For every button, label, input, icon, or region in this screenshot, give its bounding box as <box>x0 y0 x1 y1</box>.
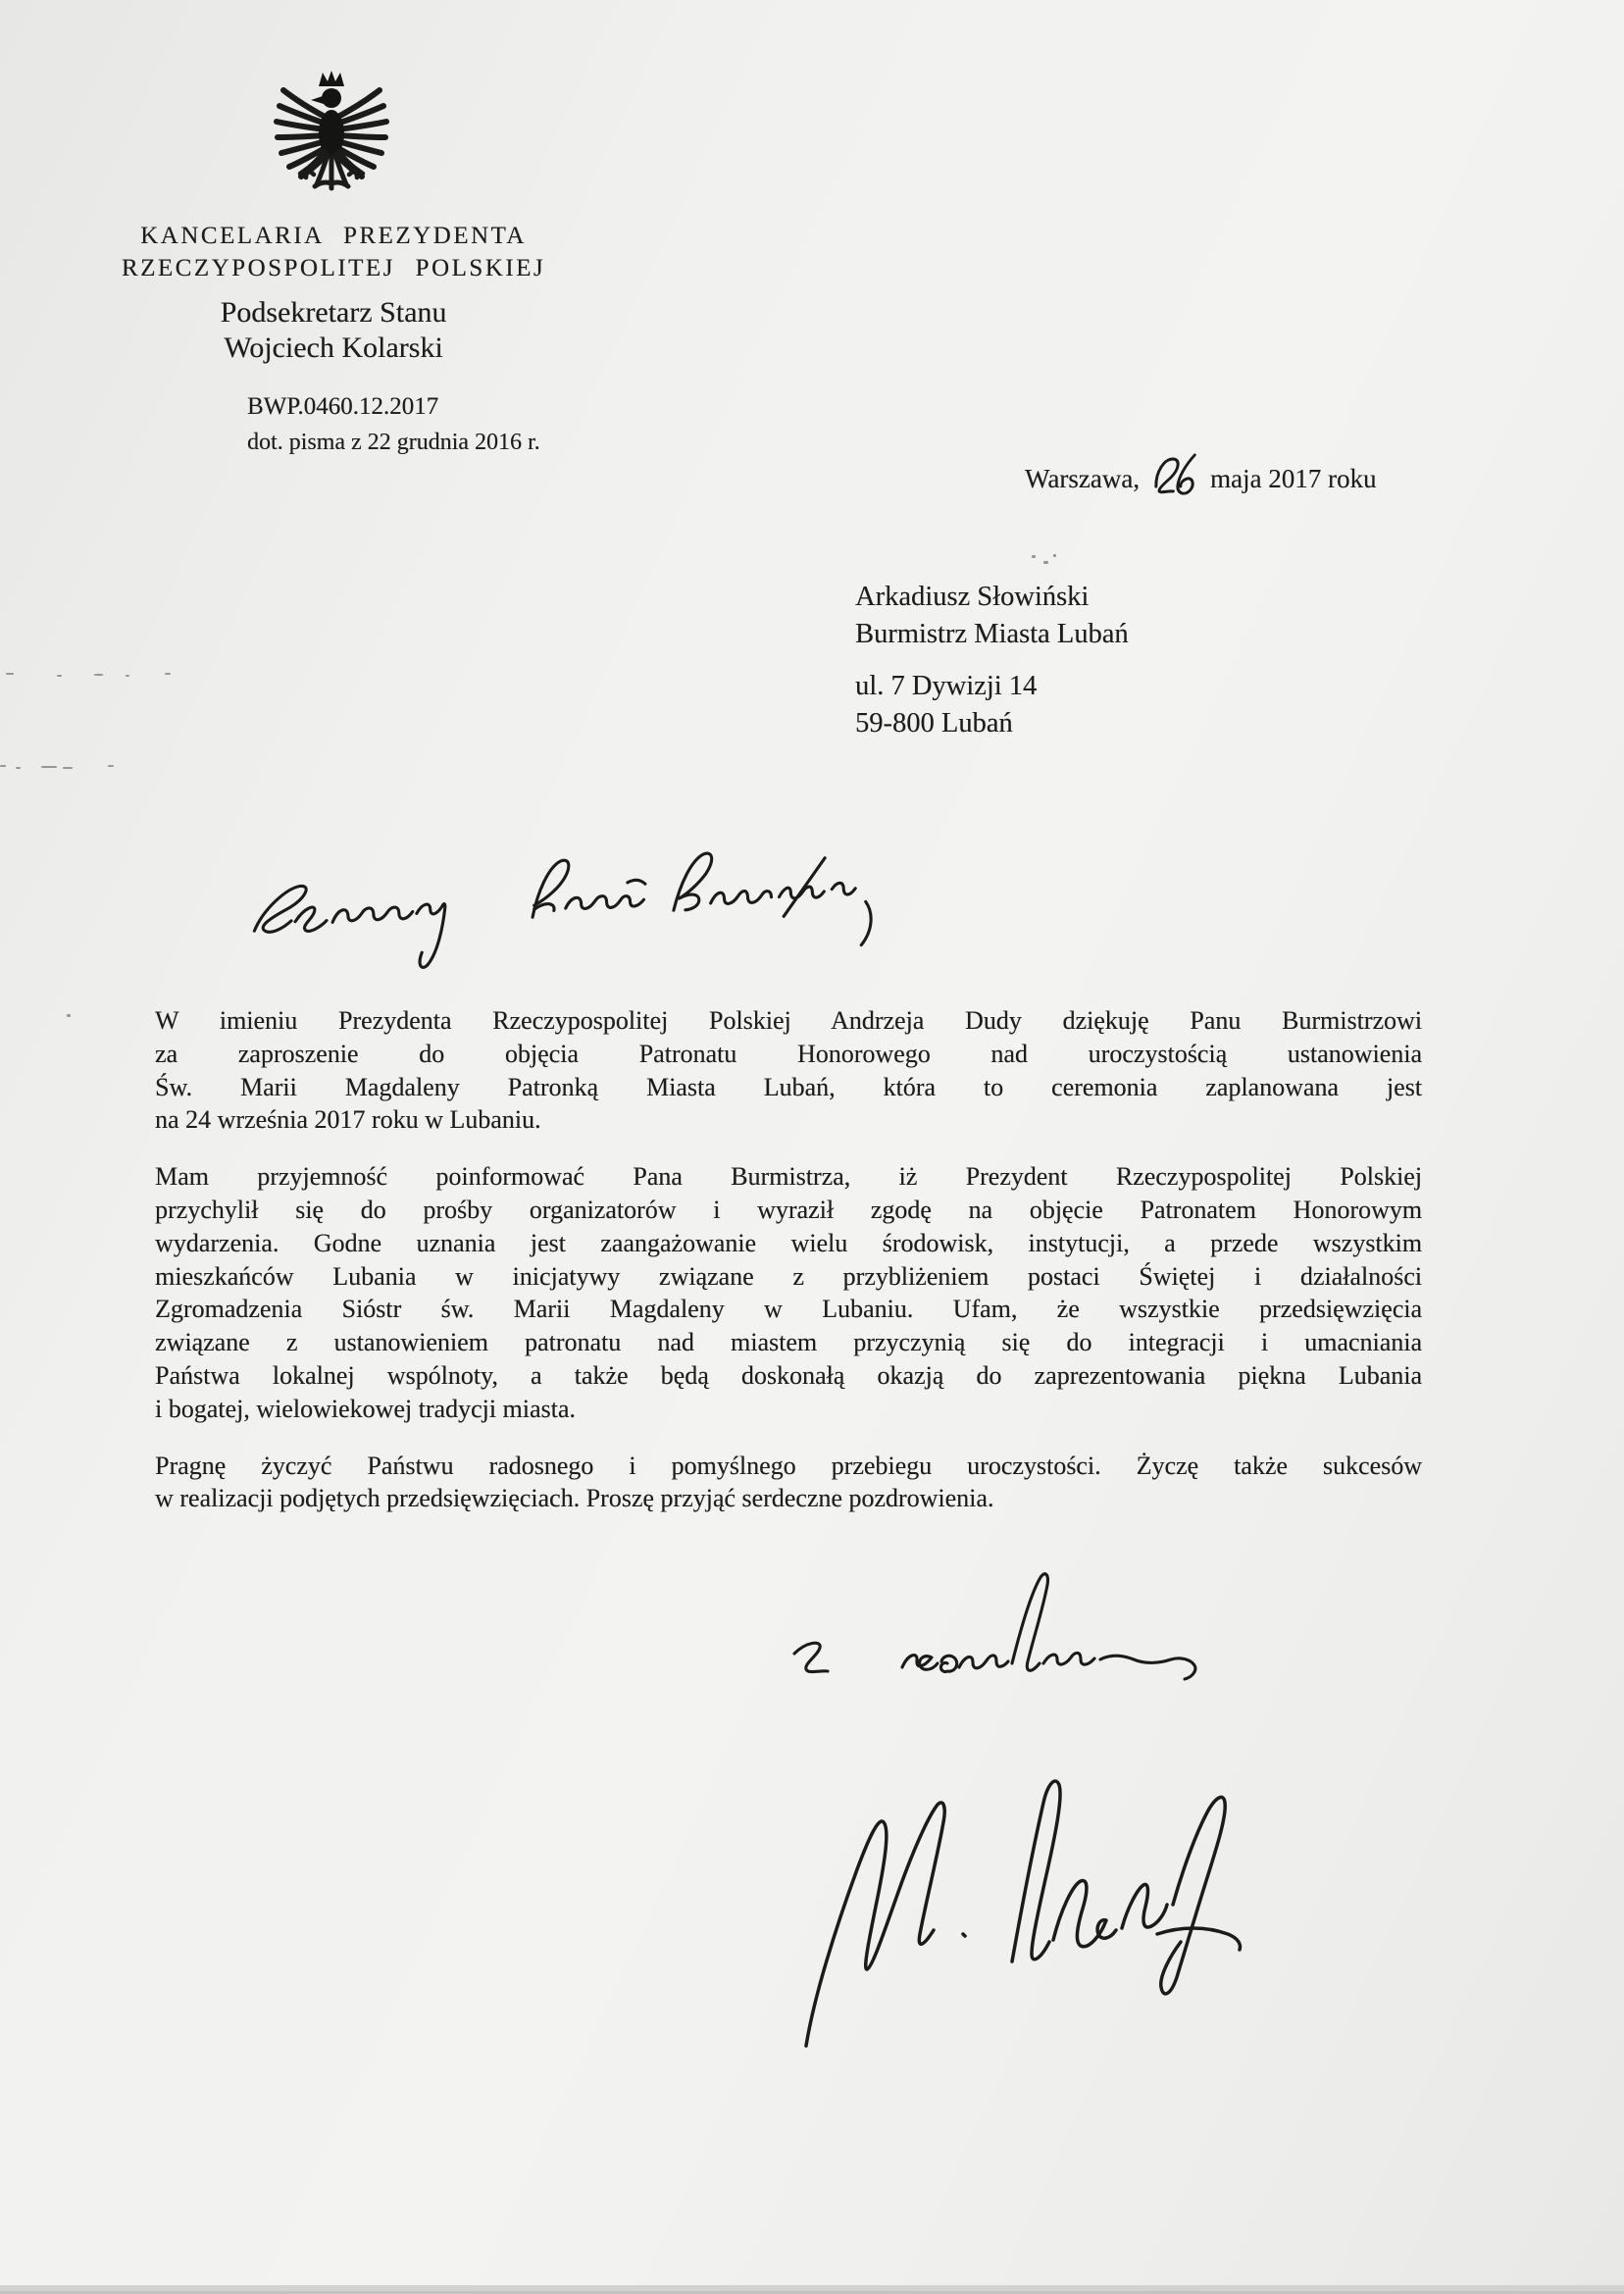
paragraph-line: mieszkańców Lubania w inicjatywy związane z przybliżeniem postaci Świętej i działalności <box>155 1261 1422 1291</box>
recipient-spacer <box>855 653 1129 668</box>
dateline <box>1025 451 1376 494</box>
handwritten-salutation <box>238 838 897 993</box>
recipient-block <box>855 579 1129 742</box>
scan-speck <box>6 673 14 675</box>
official-name: Wojciech Kolarski <box>224 331 443 364</box>
paragraph-line: i bogatej, wielowiekowej tradycji miasta. <box>155 1394 576 1423</box>
official-title: Podsekretarz Stanu <box>220 296 447 329</box>
scan-speck <box>1043 561 1048 564</box>
paragraph-line: W imieniu Prezydenta Rzeczypospolitej Polskiej Andrzeja Dudy dziękuję Panu Burmistrzowi <box>155 1006 1422 1035</box>
case-number: BWP.0460.12.2017 <box>247 393 439 420</box>
paragraph-line: Pragnę życzyć Państwu radosnego i pomyślnego przebiegu uroczystości. Życzę także sukcesów <box>155 1451 1422 1480</box>
handwritten-signature <box>785 1742 1280 2070</box>
letterhead-office <box>39 220 628 284</box>
paragraph <box>155 1160 1422 1425</box>
scan-speck <box>63 767 73 769</box>
recipient-street: ul. 7 Dywizji 14 <box>855 671 1038 701</box>
paragraph-line: Św. Marii Magdaleny Patronką Miasta Lubań, która to ceremonia zaplanowana jest <box>155 1072 1422 1101</box>
letter-body <box>155 1004 1422 1539</box>
scan-speck <box>57 675 62 677</box>
paragraph-line: związane z ustanowieniem patronatu nad miastem przyczynią się do integracji i umacniania <box>155 1328 1422 1357</box>
dateline-city: Warszawa, <box>1025 464 1141 493</box>
handwritten-day <box>1146 451 1204 500</box>
office-line-2: RZECZYPOSPOLITEJ POLSKIEJ <box>121 255 546 281</box>
reference-block <box>247 389 540 460</box>
paragraph-line: Państwa lokalnej wspólnoty, a także będą doskonałą okazją do zaprezentowania piękna Lubania <box>155 1360 1422 1390</box>
dateline-rest: maja 2017 roku <box>1210 464 1377 493</box>
paragraph-line: Mam przyjemność poinformować Pana Burmistrza, iż Prezydent Rzeczypospolitej Polskiej <box>155 1162 1422 1192</box>
recipient-postal-city: 59-800 Lubań <box>855 708 1013 739</box>
scan-speck <box>16 767 21 769</box>
recipient-title: Burmistrz Miasta Lubań <box>855 619 1129 649</box>
handwritten-closing <box>777 1555 1213 1717</box>
paragraph-line: wydarzenia. Godne uznania jest zaangażowanie wielu środowisk, instytucji, a przede wszystkim <box>155 1228 1422 1257</box>
paragraph-line: przychylił się do prośby organizatorów i wyraził zgodę na objęcie Patronatem Honorowym <box>155 1195 1422 1224</box>
scan-speck <box>126 675 129 677</box>
paragraph <box>155 1004 1422 1137</box>
paragraph-line: za zaproszenie do objęcia Patronatu Honorowego nad uroczystością ustanowienia <box>155 1039 1422 1068</box>
scan-edge-mark <box>0 1261 7 1297</box>
scan-speck <box>165 673 171 675</box>
paragraph-line: Zgromadzenia Sióstr św. Marii Magdaleny w Lubaniu. Ufam, że wszystkie przedsięwzięcia <box>155 1295 1422 1324</box>
scan-speck <box>1053 554 1056 557</box>
paragraph <box>155 1450 1422 1516</box>
letterhead-official <box>137 295 530 366</box>
paragraph-line: na 24 września 2017 roku w Lubaniu. <box>155 1105 541 1135</box>
office-line-1: KANCELARIA PREZYDENTA <box>140 223 527 249</box>
scan-speck <box>0 765 6 767</box>
regarding-line: dot. pisma z 22 grudnia 2016 r. <box>247 430 540 455</box>
polish-eagle-emblem <box>272 65 391 204</box>
recipient-name: Arkadiusz Słowiński <box>855 582 1090 612</box>
scan-speck <box>108 765 114 767</box>
scan-speck <box>41 766 57 768</box>
scan-speck <box>1032 555 1036 558</box>
scan-speck <box>67 1014 71 1017</box>
paragraph-line: w realizacji podjętych przedsięwzięciach. Proszę przyjąć serdeczne pozdrowienia. <box>155 1484 994 1513</box>
scan-speck <box>94 674 103 676</box>
